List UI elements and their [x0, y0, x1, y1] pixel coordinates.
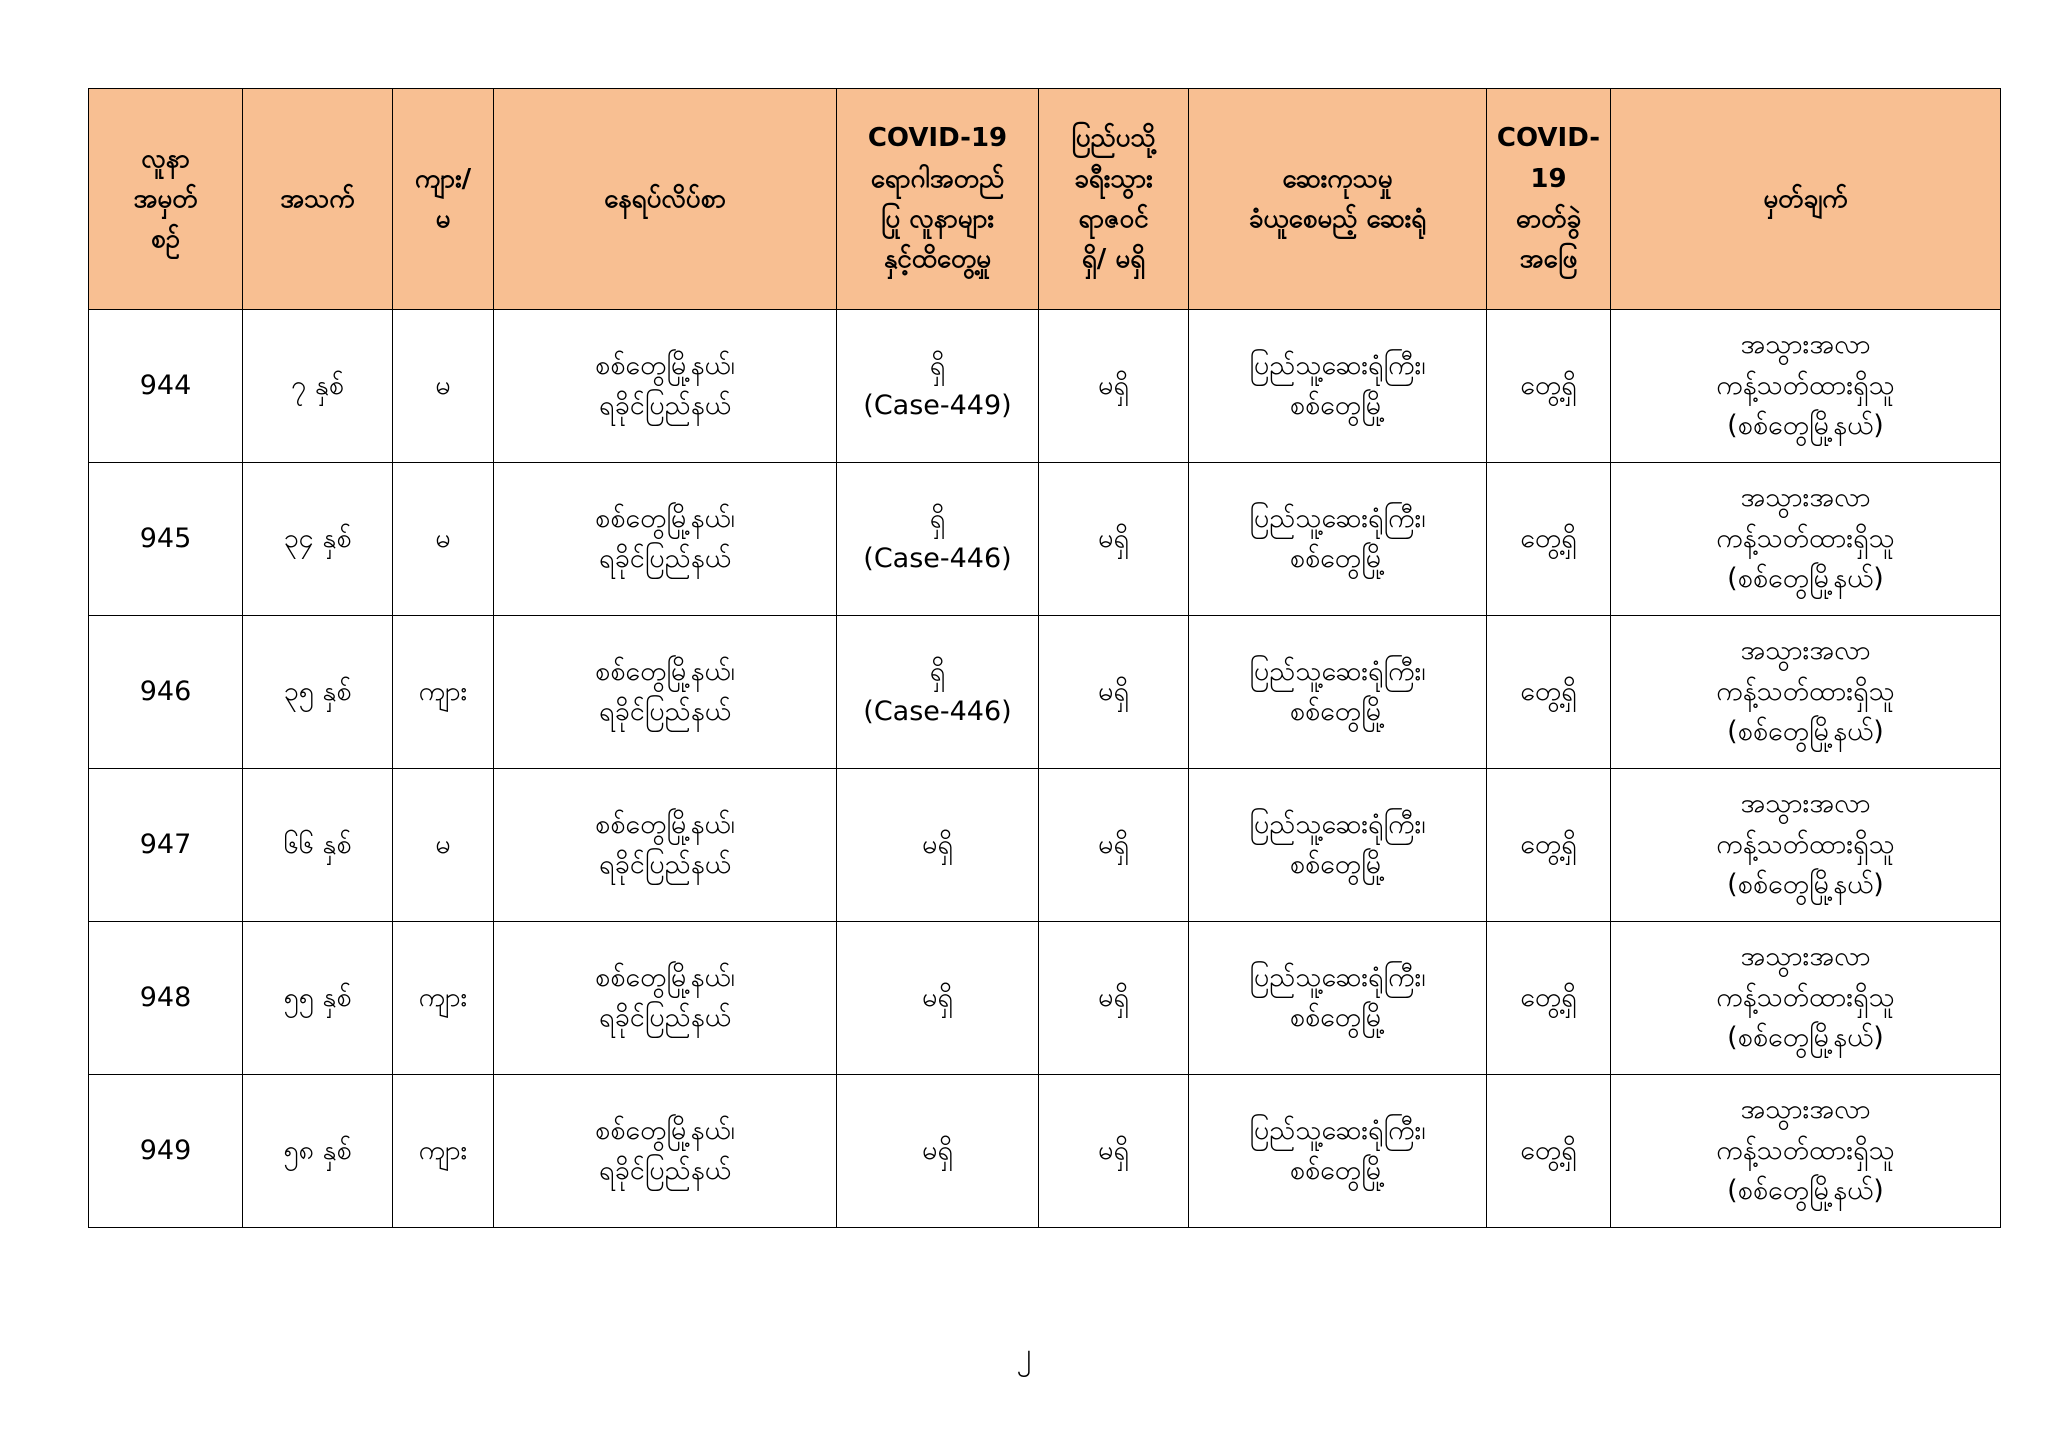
cell-travel-history	[1039, 616, 1189, 769]
cell-lab-result	[1487, 310, 1611, 463]
cell-contact	[837, 769, 1039, 922]
cell-line: စစ်တွေမြို့နယ်၊	[595, 349, 735, 381]
cell-line: အသက်	[280, 183, 355, 214]
cell-remark	[1611, 616, 2001, 769]
cell-contact	[837, 922, 1039, 1075]
cell-remark	[1611, 310, 2001, 463]
cell-hospital	[1189, 616, 1487, 769]
cell-line: အသွားအလာ	[1740, 635, 1871, 667]
cell-case-number	[89, 922, 243, 1075]
cell-line: ၅၈ နှစ်	[283, 1134, 352, 1166]
cell-line: 948	[139, 981, 192, 1013]
header-address	[494, 89, 837, 310]
cell-sex	[393, 922, 494, 1075]
cell-line: တွေ့ရှိ	[1520, 522, 1577, 554]
cell-line: 946	[139, 675, 192, 707]
cell-case-number	[89, 1075, 243, 1228]
cell-line: ရှိ/ မရှိ	[1081, 244, 1146, 275]
table-row	[89, 1075, 2001, 1228]
table-row	[89, 463, 2001, 616]
cell-line: ၅၅ နှစ်	[283, 981, 352, 1013]
cell-line: ရခိုင်ပြည်နယ်	[599, 1155, 731, 1186]
cell-case-number	[89, 769, 243, 922]
covid-case-table	[88, 88, 2001, 1228]
cell-line: ၃၅ နှစ်	[283, 675, 352, 707]
cell-line: 947	[139, 828, 192, 860]
cell-age	[243, 922, 393, 1075]
cell-line: တွေ့ရှိ	[1520, 675, 1577, 707]
cell-age	[243, 463, 393, 616]
cell-line: ပြည်သူ့ဆေးရုံကြီး၊	[1249, 1114, 1426, 1146]
cell-travel-history	[1039, 463, 1189, 616]
cell-line: 19	[1530, 163, 1567, 194]
cell-line: ကျား	[418, 981, 468, 1013]
cell-contact	[837, 310, 1039, 463]
cell-line: မရှိ	[1098, 675, 1129, 707]
cell-line: စစ်တွေမြို့နယ်၊	[595, 961, 735, 993]
cell-line: ပြည်သူ့ဆေးရုံကြီး၊	[1249, 808, 1426, 840]
cell-line: 944	[139, 369, 192, 401]
cell-remark	[1611, 1075, 2001, 1228]
cell-line: စစ်တွေမြို့နယ်၊	[595, 655, 735, 687]
cell-line: ဆေးကုသမှု	[1282, 163, 1393, 194]
cell-lab-result	[1487, 616, 1611, 769]
cell-line: တွေ့ရှိ	[1520, 981, 1577, 1013]
cell-line: ရခိုင်ပြည်နယ်	[599, 390, 731, 421]
cell-hospital	[1189, 769, 1487, 922]
cell-line: မရှိ	[1098, 828, 1129, 860]
cell-line: ရှိ	[929, 502, 946, 534]
cell-line: 945	[139, 522, 192, 554]
table-header-row	[89, 89, 2001, 310]
cell-lab-result	[1487, 922, 1611, 1075]
cell-line: ဓာတ်ခွဲ	[1515, 204, 1582, 234]
cell-remark	[1611, 922, 2001, 1075]
header-hospital	[1189, 89, 1487, 310]
cell-line: စစ်တွေမြို့	[1289, 696, 1386, 727]
cell-hospital	[1189, 463, 1487, 616]
cell-line: ရခိုင်ပြည်နယ်	[599, 1002, 731, 1033]
cell-contact	[837, 616, 1039, 769]
cell-line: စဉ်	[150, 224, 181, 255]
cell-line: ကန့်သတ်ထားရှိသူ	[1716, 828, 1895, 860]
cell-line: အဖြေ	[1519, 244, 1578, 275]
cell-travel-history	[1039, 922, 1189, 1075]
cell-line: မ	[435, 369, 451, 401]
header-contact	[837, 89, 1039, 310]
cell-line: မ	[435, 828, 451, 860]
cell-line: (စစ်တွေမြို့နယ်)	[1727, 1175, 1884, 1207]
cell-line: အသွားအလာ	[1740, 329, 1871, 361]
cell-line: တွေ့ရှိ	[1520, 1134, 1577, 1166]
cell-line: ပြည်သူ့ဆေးရုံကြီး၊	[1249, 502, 1426, 534]
cell-line: မရှိ	[1098, 369, 1129, 401]
cell-sex	[393, 310, 494, 463]
cell-line: ကျား	[418, 675, 468, 707]
cell-line: (စစ်တွေမြို့နယ်)	[1727, 869, 1884, 901]
cell-line: ၃၄ နှစ်	[283, 522, 352, 554]
cell-address	[494, 310, 837, 463]
cell-line: (Case-446)	[863, 696, 1012, 727]
cell-hospital	[1189, 922, 1487, 1075]
cell-line: ကန့်သတ်ထားရှိသူ	[1716, 369, 1895, 401]
cell-sex	[393, 1075, 494, 1228]
cell-travel-history	[1039, 1075, 1189, 1228]
cell-line: မှတ်ချက်	[1763, 183, 1848, 214]
cell-line: (စစ်တွေမြို့နယ်)	[1727, 563, 1884, 595]
header-age	[243, 89, 393, 310]
cell-line: ပြု လူနာများ	[880, 204, 995, 234]
cell-remark	[1611, 769, 2001, 922]
cell-line: ပြည်သူ့ဆေးရုံကြီး၊	[1249, 961, 1426, 993]
cell-line: အမှတ်	[133, 183, 198, 214]
cell-line: ရှိ	[929, 349, 946, 381]
cell-line: ကန့်သတ်ထားရှိသူ	[1716, 1134, 1895, 1166]
cell-line: စစ်တွေမြို့	[1289, 849, 1386, 880]
header-remark	[1611, 89, 2001, 310]
cell-line: နေရပ်လိပ်စာ	[604, 183, 726, 214]
cell-line: မရှိ	[1098, 522, 1129, 554]
cell-line: (စစ်တွေမြို့နယ်)	[1727, 716, 1884, 748]
cell-line: ၆၆ နှစ်	[283, 828, 352, 860]
table-row	[89, 769, 2001, 922]
cell-line: မရှိ	[922, 981, 953, 1013]
cell-line: အသွားအလာ	[1740, 1094, 1871, 1126]
cell-line: စစ်တွေမြို့	[1289, 1002, 1386, 1033]
cell-lab-result	[1487, 769, 1611, 922]
cell-line: ရောဂါအတည်	[870, 163, 1005, 194]
cell-sex	[393, 769, 494, 922]
table-row	[89, 310, 2001, 463]
cell-line: မ	[435, 204, 451, 234]
cell-line: အသွားအလာ	[1740, 941, 1871, 973]
cell-line: ကန့်သတ်ထားရှိသူ	[1716, 522, 1895, 554]
cell-remark	[1611, 463, 2001, 616]
cell-travel-history	[1039, 310, 1189, 463]
cell-line: (စစ်တွေမြို့နယ်)	[1727, 410, 1884, 442]
cell-sex	[393, 616, 494, 769]
cell-case-number	[89, 616, 243, 769]
cell-line: မရှိ	[1098, 981, 1129, 1013]
cell-line: တွေ့ရှိ	[1520, 369, 1577, 401]
cell-case-number	[89, 310, 243, 463]
header-travel-history	[1039, 89, 1189, 310]
cell-line: အသွားအလာ	[1740, 482, 1871, 514]
cell-line: ရှိ	[929, 655, 946, 687]
table-row	[89, 616, 2001, 769]
cell-line: စစ်တွေမြို့နယ်၊	[595, 808, 735, 840]
header-lab-result	[1487, 89, 1611, 310]
cell-travel-history	[1039, 769, 1189, 922]
cell-line: စစ်တွေမြို့နယ်၊	[595, 1114, 735, 1146]
cell-line: ကန့်သတ်ထားရှိသူ	[1716, 675, 1895, 707]
cell-line: မ	[435, 522, 451, 554]
cell-hospital	[1189, 310, 1487, 463]
cell-address	[494, 922, 837, 1075]
cell-age	[243, 1075, 393, 1228]
cell-line: ခံယူစေမည့် ဆေးရုံ	[1248, 204, 1427, 234]
cell-line: ပြည်ပသို့	[1071, 123, 1156, 154]
cell-line: (စစ်တွေမြို့နယ်)	[1727, 1022, 1884, 1054]
cell-line: မရှိ	[922, 828, 953, 860]
cell-line: အသွားအလာ	[1740, 788, 1871, 820]
cell-line: ရခိုင်ပြည်နယ်	[599, 696, 731, 727]
cell-line: စစ်တွေမြို့	[1289, 390, 1386, 421]
cell-age	[243, 616, 393, 769]
cell-case-number	[89, 463, 243, 616]
table-body	[89, 310, 2001, 1228]
cell-line: (Case-449)	[863, 390, 1012, 421]
cell-line: လူနာ	[141, 143, 190, 174]
cell-line: COVID-	[1496, 123, 1601, 154]
cell-age	[243, 769, 393, 922]
cell-contact	[837, 463, 1039, 616]
cell-line: (Case-446)	[863, 543, 1012, 574]
cell-line: ကန့်သတ်ထားရှိသူ	[1716, 981, 1895, 1013]
cell-address	[494, 1075, 837, 1228]
cell-address	[494, 616, 837, 769]
cell-line: ခရီးသွား	[1074, 163, 1153, 194]
cell-lab-result	[1487, 1075, 1611, 1228]
cell-line: စစ်တွေမြို့နယ်၊	[595, 502, 735, 534]
header-sex	[393, 89, 494, 310]
cell-line: နှင့်ထိတွေ့မှု	[883, 244, 992, 275]
cell-lab-result	[1487, 463, 1611, 616]
cell-contact	[837, 1075, 1039, 1228]
cell-line: မရှိ	[1098, 1134, 1129, 1166]
cell-line: ၇ နှစ်	[291, 369, 344, 401]
cell-line: ရခိုင်ပြည်နယ်	[599, 849, 731, 880]
cell-age	[243, 310, 393, 463]
cell-address	[494, 769, 837, 922]
cell-line: တွေ့ရှိ	[1520, 828, 1577, 860]
cell-line: စစ်တွေမြို့	[1289, 543, 1386, 574]
cell-line: 949	[139, 1134, 192, 1166]
cell-line: ပြည်သူ့ဆေးရုံကြီး၊	[1249, 349, 1426, 381]
cell-line: ကျား	[418, 1134, 468, 1166]
cell-line: ရခိုင်ပြည်နယ်	[599, 543, 731, 574]
cell-line: ပြည်သူ့ဆေးရုံကြီး၊	[1249, 655, 1426, 687]
cell-line: ကျား/	[414, 163, 472, 194]
cell-address	[494, 463, 837, 616]
page-number: ၂	[1016, 1337, 1032, 1372]
cell-hospital	[1189, 1075, 1487, 1228]
cell-line: မရှိ	[922, 1134, 953, 1166]
cell-line: ရာဇဝင်	[1078, 204, 1149, 234]
cell-line: COVID-19	[867, 123, 1008, 154]
table-row	[89, 922, 2001, 1075]
cell-sex	[393, 463, 494, 616]
cell-line: စစ်တွေမြို့	[1289, 1155, 1386, 1186]
header-case-number	[89, 89, 243, 310]
